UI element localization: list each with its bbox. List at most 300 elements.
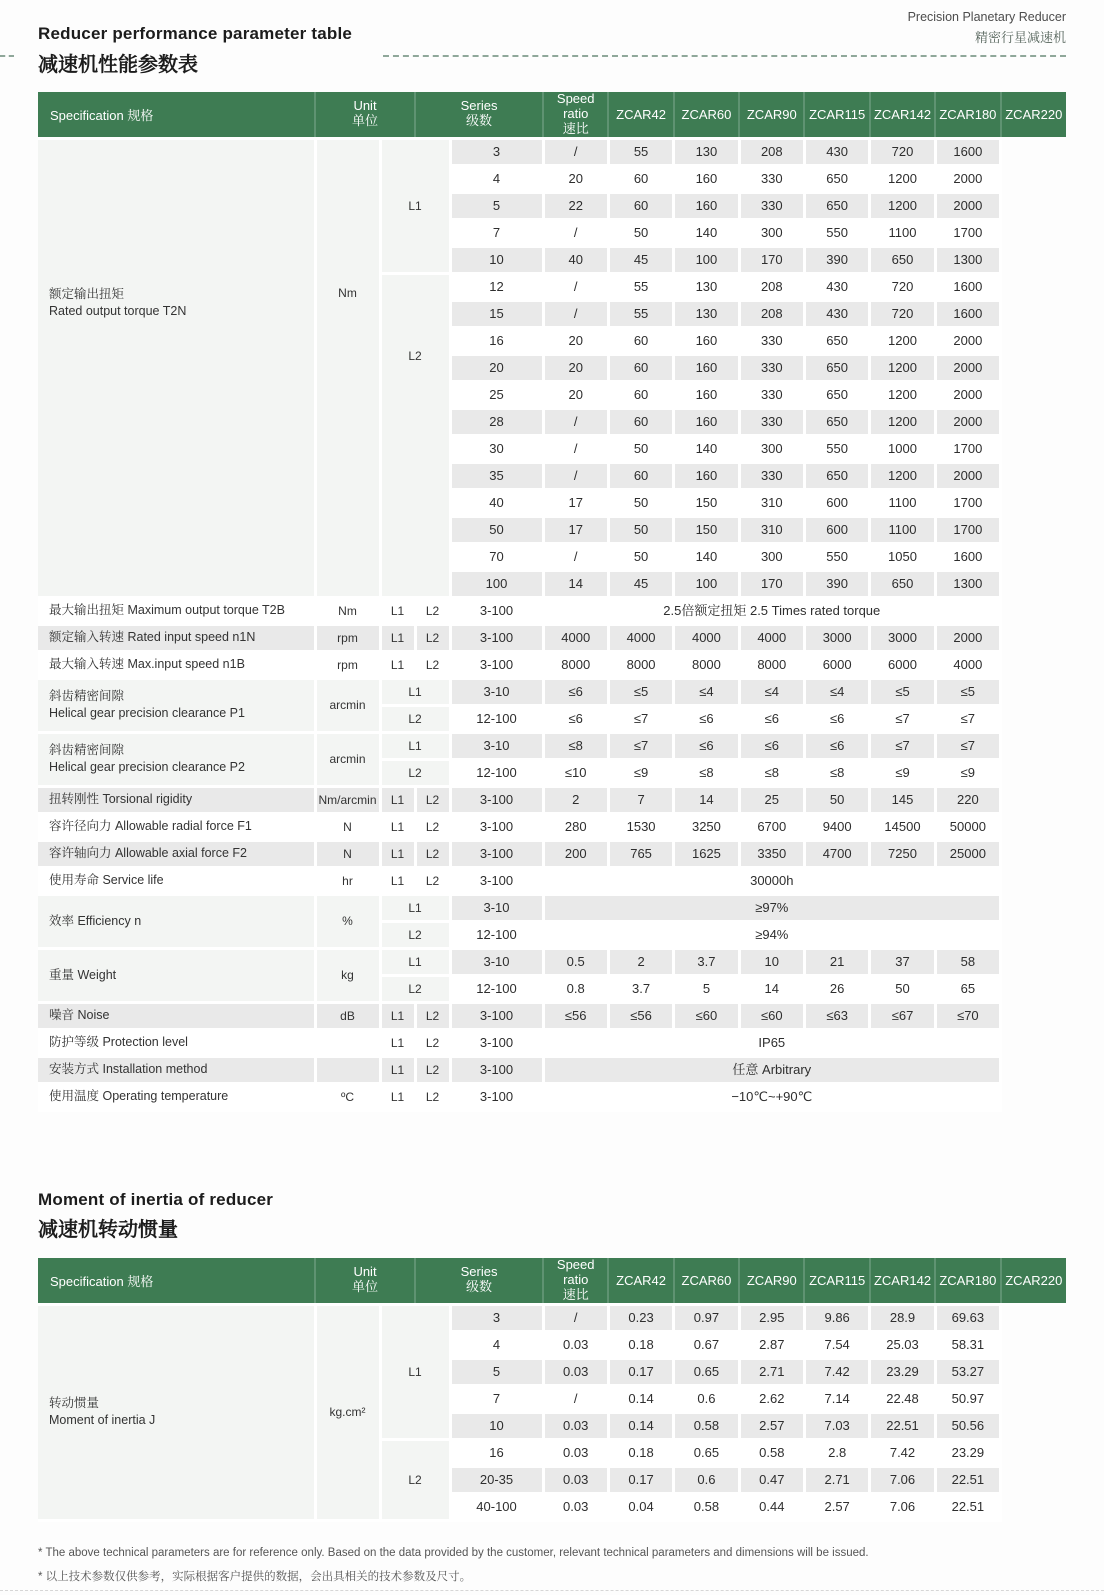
unit-cell: arcmin — [315, 678, 380, 732]
value-cell: 650 — [804, 192, 869, 219]
table-row — [38, 597, 1066, 624]
value-cell: 2.87 — [739, 1331, 804, 1358]
value-cell: 0.97 — [674, 1304, 739, 1331]
value-cell: 1700 — [935, 435, 1000, 462]
ratio-cell: 40-100 — [450, 1493, 543, 1520]
value-cell: / — [543, 408, 608, 435]
performance-table — [38, 92, 1066, 1112]
value-cell: 300 — [739, 219, 804, 246]
value-cell: / — [543, 300, 608, 327]
value-cell: 0.47 — [739, 1466, 804, 1493]
unit-cell: dB — [315, 1002, 380, 1029]
value-cell: 8000 — [608, 651, 673, 678]
value-cell: 2000 — [935, 327, 1000, 354]
value-cell: 160 — [674, 192, 739, 219]
value-cell: 650 — [804, 165, 869, 192]
value-cell: 650 — [804, 381, 869, 408]
value-cell: 0.03 — [543, 1412, 608, 1439]
value-cell: 100 — [674, 246, 739, 273]
ratio-cell: 3-100 — [450, 786, 543, 813]
value-cell: ≤4 — [804, 678, 869, 705]
value-cell: 0.14 — [608, 1385, 673, 1412]
value-cell: 650 — [804, 462, 869, 489]
value-cell: 25000 — [935, 840, 1000, 867]
value-cell: 22 — [543, 192, 608, 219]
series-cell: L2 — [415, 1029, 450, 1056]
table-row — [38, 1304, 1066, 1331]
series-cell: L2 — [415, 813, 450, 840]
series-cell: L1 — [380, 813, 415, 840]
value-cell: 150 — [674, 489, 739, 516]
header-model-ZCAR115: ZCAR115 — [804, 92, 869, 138]
value-cell: 22.51 — [870, 1412, 935, 1439]
spec-label: 容许轴向力 Allowable axial force F2 — [38, 840, 315, 867]
series-cell: L2 — [415, 840, 450, 867]
header-spec-inertia: Specification 规格 — [38, 1258, 315, 1304]
value-cell: / — [543, 273, 608, 300]
value-cell: / — [543, 138, 608, 165]
value-cell: 0.03 — [543, 1493, 608, 1520]
value-cell: 1200 — [870, 381, 935, 408]
value-cell: 0.17 — [608, 1466, 673, 1493]
ratio-cell: 50 — [450, 516, 543, 543]
series-cell: L1 — [380, 624, 415, 651]
value-cell: 2 — [543, 786, 608, 813]
series-cell: L1 — [380, 1029, 415, 1056]
value-cell: 330 — [739, 354, 804, 381]
header-ratio-performance: Speed ratio 速比 — [543, 92, 608, 138]
value-cell: 0.6 — [674, 1385, 739, 1412]
series-cell: L1 — [380, 597, 415, 624]
value-cell: ≤4 — [674, 678, 739, 705]
value-cell: / — [543, 543, 608, 570]
value-cell: 0.58 — [739, 1439, 804, 1466]
value-cell: 160 — [674, 408, 739, 435]
header-model-ZCAR180: ZCAR180 — [935, 1258, 1000, 1304]
value-cell: 430 — [804, 138, 869, 165]
value-cell: ≤60 — [739, 1002, 804, 1029]
value-cell: 37 — [870, 948, 935, 975]
value-cell: 55 — [608, 273, 673, 300]
value-cell: ≤6 — [543, 705, 608, 732]
value-cell: 1300 — [935, 246, 1000, 273]
value-cell: ≤67 — [870, 1002, 935, 1029]
value-cell: 650 — [804, 327, 869, 354]
value-cell: 145 — [870, 786, 935, 813]
value-cell: ≤8 — [739, 759, 804, 786]
value-cell: ≤8 — [674, 759, 739, 786]
value-cell: 1700 — [935, 219, 1000, 246]
value-cell: 1200 — [870, 192, 935, 219]
spec-label: 斜齿精密间隙 Helical gear precision clearance P1 — [38, 678, 315, 732]
ratio-cell: 10 — [450, 1412, 543, 1439]
value-cell: 0.65 — [674, 1358, 739, 1385]
value-cell: 7.14 — [804, 1385, 869, 1412]
value-cell: 58.31 — [935, 1331, 1000, 1358]
value-cell: 0.5 — [543, 948, 608, 975]
value-cell: 20 — [543, 381, 608, 408]
header-model-ZCAR142: ZCAR142 — [870, 92, 935, 138]
value-cell: 40 — [543, 246, 608, 273]
unit-cell: % — [315, 894, 380, 948]
series-cell: L2 — [415, 786, 450, 813]
value-cell: 0.58 — [674, 1493, 739, 1520]
unit-cell: N — [315, 813, 380, 840]
ratio-cell: 28 — [450, 408, 543, 435]
series-cell: L2 — [380, 1439, 450, 1520]
spec-label: 重量 Weight — [38, 948, 315, 1002]
value-cell: 160 — [674, 354, 739, 381]
value-cell: 9400 — [804, 813, 869, 840]
series-cell: L1 — [380, 678, 450, 705]
ratio-cell: 10 — [450, 246, 543, 273]
inertia-table-container — [38, 1258, 1066, 1522]
value-cell: 4700 — [804, 840, 869, 867]
table-row — [38, 786, 1066, 813]
value-cell: 0.67 — [674, 1331, 739, 1358]
series-cell: L2 — [415, 651, 450, 678]
value-cell: 3.7 — [608, 975, 673, 1002]
value-cell: 330 — [739, 192, 804, 219]
section2-title-block — [38, 1190, 273, 1242]
ratio-cell: 3-100 — [450, 1029, 543, 1056]
ratio-cell: 3-100 — [450, 1083, 543, 1110]
ratio-cell: 12-100 — [450, 975, 543, 1002]
ratio-cell: 3-100 — [450, 1056, 543, 1083]
value-cell: 600 — [804, 489, 869, 516]
ratio-cell: 3-100 — [450, 867, 543, 894]
value-cell: 650 — [804, 408, 869, 435]
value-cell: 2000 — [935, 192, 1000, 219]
series-cell: L1 — [380, 948, 450, 975]
value-cell: ≤7 — [870, 705, 935, 732]
value-cell: ≤7 — [608, 732, 673, 759]
value-cell: ≤9 — [870, 759, 935, 786]
value-cell: / — [543, 435, 608, 462]
value-cell: 23.29 — [935, 1439, 1000, 1466]
ratio-cell: 12 — [450, 273, 543, 300]
value-cell: 140 — [674, 219, 739, 246]
ratio-cell: 3-100 — [450, 813, 543, 840]
ratio-cell: 3-10 — [450, 732, 543, 759]
value-cell: 430 — [804, 273, 869, 300]
series-cell: L1 — [380, 138, 450, 273]
value-cell: 330 — [739, 327, 804, 354]
value-cell: 6700 — [739, 813, 804, 840]
unit-cell: arcmin — [315, 732, 380, 786]
merged-value-cell: IP65 — [543, 1029, 1001, 1056]
value-cell: 50 — [608, 489, 673, 516]
page-title-zh: 减速机性能参数表 — [38, 54, 198, 76]
ratio-cell: 3-100 — [450, 597, 543, 624]
value-cell: 3.7 — [674, 948, 739, 975]
value-cell: 50 — [608, 516, 673, 543]
value-cell: 720 — [870, 138, 935, 165]
value-cell: ≤5 — [870, 678, 935, 705]
ratio-cell: 12-100 — [450, 759, 543, 786]
dashed-divider — [383, 55, 1066, 57]
value-cell: 1050 — [870, 543, 935, 570]
series-cell: L1 — [380, 867, 415, 894]
value-cell: 7250 — [870, 840, 935, 867]
value-cell: 1600 — [935, 300, 1000, 327]
value-cell: ≤56 — [608, 1002, 673, 1029]
spec-label: 额定输出扭矩 Rated output torque T2N — [38, 138, 315, 597]
table-row — [38, 948, 1066, 975]
unit-cell: N — [315, 840, 380, 867]
value-cell: 4000 — [674, 624, 739, 651]
ratio-cell: 3-100 — [450, 651, 543, 678]
value-cell: 3250 — [674, 813, 739, 840]
value-cell: 53.27 — [935, 1358, 1000, 1385]
value-cell: 220 — [935, 786, 1000, 813]
value-cell: 4000 — [608, 624, 673, 651]
header-model-ZCAR42: ZCAR42 — [608, 1258, 673, 1304]
value-cell: ≤8 — [804, 759, 869, 786]
value-cell: 7.06 — [870, 1493, 935, 1520]
bottom-divider — [0, 1590, 1104, 1591]
series-cell: L1 — [380, 1002, 415, 1029]
spec-label: 防护等级 Protection level — [38, 1029, 315, 1056]
value-cell: ≤7 — [608, 705, 673, 732]
value-cell: 3000 — [804, 624, 869, 651]
table-row — [38, 624, 1066, 651]
value-cell: 4000 — [935, 651, 1000, 678]
header-model-ZCAR220: ZCAR220 — [1001, 92, 1066, 138]
ratio-cell: 3-10 — [450, 948, 543, 975]
value-cell: 0.44 — [739, 1493, 804, 1520]
value-cell: 22.48 — [870, 1385, 935, 1412]
value-cell: 1600 — [935, 273, 1000, 300]
value-cell: 550 — [804, 543, 869, 570]
value-cell: 7.03 — [804, 1412, 869, 1439]
series-cell: L2 — [415, 1083, 450, 1110]
unit-cell — [315, 1056, 380, 1083]
value-cell: 150 — [674, 516, 739, 543]
spec-label: 噪音 Noise — [38, 1002, 315, 1029]
table-row — [38, 1029, 1066, 1056]
value-cell: 50000 — [935, 813, 1000, 840]
ratio-cell: 5 — [450, 192, 543, 219]
series-cell: L1 — [380, 894, 450, 921]
value-cell: 7.42 — [804, 1358, 869, 1385]
header-model-ZCAR220: ZCAR220 — [1001, 1258, 1066, 1304]
value-cell: 720 — [870, 300, 935, 327]
value-cell: 0.04 — [608, 1493, 673, 1520]
brand-block — [908, 10, 1066, 46]
header-model-ZCAR90: ZCAR90 — [739, 92, 804, 138]
value-cell: 130 — [674, 300, 739, 327]
value-cell: 0.8 — [543, 975, 608, 1002]
ratio-cell: 12-100 — [450, 921, 543, 948]
value-cell: 50 — [608, 543, 673, 570]
header-model-ZCAR180: ZCAR180 — [935, 92, 1000, 138]
value-cell: ≤60 — [674, 1002, 739, 1029]
series-cell: L2 — [380, 975, 450, 1002]
unit-cell: Nm/arcmin — [315, 786, 380, 813]
value-cell: 60 — [608, 462, 673, 489]
value-cell: 0.18 — [608, 1439, 673, 1466]
value-cell: 160 — [674, 381, 739, 408]
value-cell: 60 — [608, 354, 673, 381]
value-cell: 60 — [608, 381, 673, 408]
value-cell: 2.71 — [804, 1466, 869, 1493]
value-cell: 300 — [739, 543, 804, 570]
value-cell: 26 — [804, 975, 869, 1002]
value-cell: 130 — [674, 273, 739, 300]
value-cell: 0.23 — [608, 1304, 673, 1331]
value-cell: 50 — [608, 219, 673, 246]
header-model-ZCAR60: ZCAR60 — [674, 92, 739, 138]
value-cell: ≤7 — [935, 705, 1000, 732]
value-cell: 2000 — [935, 624, 1000, 651]
value-cell: 2.57 — [739, 1412, 804, 1439]
value-cell: 0.6 — [674, 1466, 739, 1493]
value-cell: 200 — [543, 840, 608, 867]
value-cell: 0.03 — [543, 1358, 608, 1385]
unit-cell: Nm — [315, 138, 380, 597]
value-cell: 0.17 — [608, 1358, 673, 1385]
ratio-cell: 20-35 — [450, 1466, 543, 1493]
value-cell: 0.03 — [543, 1439, 608, 1466]
value-cell: 60 — [608, 165, 673, 192]
value-cell: 170 — [739, 246, 804, 273]
series-cell: L2 — [380, 705, 450, 732]
ratio-cell: 15 — [450, 300, 543, 327]
spec-label: 安装方式 Installation method — [38, 1056, 315, 1083]
value-cell: 0.18 — [608, 1331, 673, 1358]
ratio-cell: 35 — [450, 462, 543, 489]
value-cell: 69.63 — [935, 1304, 1000, 1331]
value-cell: 2000 — [935, 408, 1000, 435]
series-cell: L2 — [380, 273, 450, 597]
value-cell: ≤5 — [608, 678, 673, 705]
value-cell: 1200 — [870, 165, 935, 192]
value-cell: 2000 — [935, 381, 1000, 408]
value-cell: ≤6 — [543, 678, 608, 705]
table-row — [38, 894, 1066, 921]
header-model-ZCAR115: ZCAR115 — [804, 1258, 869, 1304]
value-cell: 330 — [739, 462, 804, 489]
series-cell: L1 — [380, 786, 415, 813]
value-cell: 6000 — [870, 651, 935, 678]
ratio-cell: 7 — [450, 219, 543, 246]
value-cell: 55 — [608, 300, 673, 327]
table-row — [38, 840, 1066, 867]
value-cell: 130 — [674, 138, 739, 165]
value-cell: 330 — [739, 165, 804, 192]
value-cell: 0.03 — [543, 1331, 608, 1358]
value-cell: 330 — [739, 381, 804, 408]
ratio-cell: 30 — [450, 435, 543, 462]
footnotes — [38, 1547, 869, 1593]
ratio-cell: 16 — [450, 1439, 543, 1466]
value-cell: 208 — [739, 300, 804, 327]
value-cell: 2000 — [935, 165, 1000, 192]
series-cell: L2 — [415, 867, 450, 894]
spec-label: 效率 Efficiency n — [38, 894, 315, 948]
series-cell: L1 — [380, 1056, 415, 1083]
value-cell: ≤5 — [935, 678, 1000, 705]
value-cell: 3350 — [739, 840, 804, 867]
value-cell: 8000 — [543, 651, 608, 678]
value-cell: 280 — [543, 813, 608, 840]
spec-label: 额定输入转速 Rated input speed n1N — [38, 624, 315, 651]
value-cell: 160 — [674, 327, 739, 354]
ratio-cell: 3 — [450, 1304, 543, 1331]
value-cell: ≤6 — [804, 732, 869, 759]
value-cell: 140 — [674, 543, 739, 570]
value-cell: 1300 — [935, 570, 1000, 597]
value-cell: 1100 — [870, 489, 935, 516]
spec-label: 扭转刚性 Torsional rigidity — [38, 786, 315, 813]
value-cell: 7 — [608, 786, 673, 813]
series-cell: L1 — [380, 1083, 415, 1110]
value-cell: 720 — [870, 273, 935, 300]
merged-value-cell: −10℃~+90℃ — [543, 1083, 1001, 1110]
ratio-cell: 25 — [450, 381, 543, 408]
value-cell: 60 — [608, 327, 673, 354]
table-row — [38, 732, 1066, 759]
value-cell: 550 — [804, 219, 869, 246]
unit-cell: kg.cm² — [315, 1304, 380, 1520]
value-cell: 10 — [739, 948, 804, 975]
header-series-inertia: Series 级数 — [415, 1258, 543, 1304]
value-cell: ≤6 — [739, 705, 804, 732]
series-cell: L2 — [415, 624, 450, 651]
value-cell: 1200 — [870, 462, 935, 489]
value-cell: 310 — [739, 489, 804, 516]
value-cell: ≤56 — [543, 1002, 608, 1029]
value-cell: ≤70 — [935, 1002, 1000, 1029]
value-cell: 45 — [608, 246, 673, 273]
value-cell: 2 — [608, 948, 673, 975]
value-cell: 22.51 — [935, 1466, 1000, 1493]
ratio-cell: 100 — [450, 570, 543, 597]
value-cell: 208 — [739, 273, 804, 300]
value-cell: 160 — [674, 462, 739, 489]
ratio-cell: 3-100 — [450, 840, 543, 867]
value-cell: ≤6 — [804, 705, 869, 732]
unit-cell: rpm — [315, 624, 380, 651]
footnote-zh: * 以上技术参数仅供参考，实际根据客户提供的数据，会出具相关的技术参数及尺寸。 — [38, 1571, 472, 1583]
value-cell: 14500 — [870, 813, 935, 840]
value-cell: 50.56 — [935, 1412, 1000, 1439]
value-cell: 2.8 — [804, 1439, 869, 1466]
value-cell: / — [543, 462, 608, 489]
header-model-ZCAR60: ZCAR60 — [674, 1258, 739, 1304]
unit-cell: rpm — [315, 651, 380, 678]
merged-value-cell: 任意 Arbitrary — [543, 1056, 1001, 1083]
header-model-ZCAR90: ZCAR90 — [739, 1258, 804, 1304]
merged-value-cell: 2.5倍额定扭矩 2.5 Times rated torque — [543, 597, 1001, 624]
header-model-ZCAR142: ZCAR142 — [870, 1258, 935, 1304]
value-cell: ≤4 — [739, 678, 804, 705]
value-cell: 25 — [739, 786, 804, 813]
page-title-block — [38, 24, 352, 77]
unit-cell: ºC — [315, 1083, 380, 1110]
series-cell: L2 — [415, 1002, 450, 1029]
value-cell: 1600 — [935, 543, 1000, 570]
value-cell: 1600 — [935, 138, 1000, 165]
spec-label: 使用寿命 Service life — [38, 867, 315, 894]
series-cell: L2 — [380, 759, 450, 786]
value-cell: 1700 — [935, 489, 1000, 516]
value-cell: 14 — [739, 975, 804, 1002]
table-row — [38, 651, 1066, 678]
value-cell: ≤8 — [543, 732, 608, 759]
spec-label: 转动惯量 Moment of inertia J — [38, 1304, 315, 1520]
